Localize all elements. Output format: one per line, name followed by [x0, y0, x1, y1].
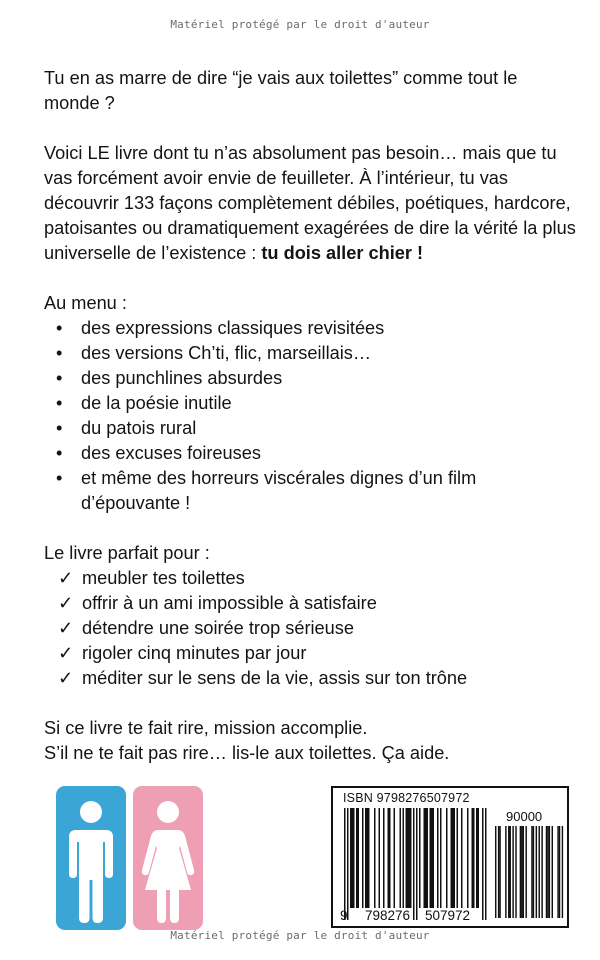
barcode-bar [427, 808, 429, 908]
barcode-bar [407, 808, 409, 908]
menu-item: • de la poésie inutile [64, 391, 579, 416]
male-restroom-icon [56, 786, 126, 930]
menu-item: • des versions Ch’ti, flic, marseillais… [64, 341, 579, 366]
barcode-bar [406, 808, 408, 908]
barcode-bar [403, 808, 405, 908]
intro-line-1: Tu en as marre de dire “je vais aux toilettes” comme tout le [44, 68, 518, 88]
restroom-icons [56, 786, 203, 930]
barcode-bar [433, 808, 435, 908]
addon-bar [512, 826, 513, 918]
barcode-bar [478, 808, 480, 908]
description-paragraph [44, 141, 579, 266]
closing-line-1: Si ce livre te fait rire, mission accomplie. [44, 718, 368, 738]
barcode-bar [352, 808, 354, 908]
intro-line-2: monde ? [44, 93, 115, 113]
addon-bar [510, 826, 511, 918]
barcode-bar [413, 808, 415, 920]
perfect-for-item [58, 616, 579, 641]
barcode-bar [461, 808, 463, 908]
barcode-bar [454, 808, 456, 908]
addon-bar [531, 826, 532, 918]
check-icon: ✓ [58, 568, 74, 588]
barcode-bar [446, 808, 448, 908]
copyright-watermark-top: Matériel protégé par le droit d'auteur [170, 18, 430, 31]
barcode-bar [365, 808, 367, 908]
addon-bar [498, 826, 499, 918]
isbn-label: ISBN 9798276507972 [343, 791, 470, 805]
addon-bar [499, 826, 500, 918]
barcode-lead-digit: 9 [340, 908, 348, 923]
barcode-bar [457, 808, 459, 908]
menu-item: • du patois rural [64, 416, 579, 441]
menu-list [44, 316, 579, 516]
barcode-bar [350, 808, 352, 908]
description-text: Voici LE livre dont tu n’as absolument pas besoin… mais que tu vas forcément avoir envie de feuilleter. À l’intérieur, tu vas découvrir 133 façons complètement débiles, poétiques, hardcore, patoisantes ou dramatiquement exagérées de dire la vérité la plus universelle de l’existence : [44, 143, 576, 263]
perfect-for-item [58, 666, 579, 691]
menu-item: • des excuses foireuses [64, 441, 579, 466]
barcode-bar [467, 808, 469, 908]
barcode-bar [389, 808, 391, 908]
barcode-bars [333, 788, 567, 926]
addon-bar [559, 826, 560, 918]
perfect-for-item [58, 591, 579, 616]
barcode-bar [472, 808, 474, 908]
barcode-bar [485, 808, 487, 920]
barcode-bar [383, 808, 385, 908]
female-restroom-icon [133, 786, 203, 930]
perfect-for-item-text: offrir à un ami impossible à satisfaire [82, 593, 377, 613]
barcode-bar [410, 808, 412, 908]
addon-bar [549, 826, 550, 918]
menu-item: • des punchlines absurdes [64, 366, 579, 391]
barcode-bar [430, 808, 432, 908]
addon-bar [547, 826, 548, 918]
barcode-bar [358, 808, 360, 908]
addon-bar [523, 826, 524, 918]
barcode-bar [367, 808, 369, 908]
barcode-bar [431, 808, 433, 908]
addon-bar [505, 826, 506, 918]
barcode-bar [440, 808, 442, 908]
barcode-bar [374, 808, 376, 908]
check-icon: ✓ [58, 668, 74, 688]
addon-bar [508, 826, 509, 918]
barcode-right-digits: 507972 [425, 908, 471, 923]
addon-bar [546, 826, 547, 918]
barcode-bar [476, 808, 478, 908]
barcode-left-digits: 798276 [365, 908, 411, 923]
barcode-bar [400, 808, 402, 908]
addon-bar [539, 826, 540, 918]
description-highlight: tu dois aller chier ! [261, 243, 424, 263]
addon-bar [520, 826, 521, 918]
addon-bar [557, 826, 558, 918]
menu-item: • des expressions classiques revisitées [64, 316, 579, 341]
barcode-bar [379, 808, 381, 908]
barcode-bar [452, 808, 454, 908]
addon-bar [515, 826, 516, 918]
check-icon: ✓ [58, 618, 74, 638]
male-figure-icon [56, 786, 126, 930]
back-cover-text [44, 66, 579, 766]
barcode-bar [451, 808, 453, 908]
copyright-watermark-bottom: Matériel protégé par le droit d'auteur [170, 929, 430, 942]
barcode-bar [344, 808, 346, 920]
barcode-bar [419, 808, 421, 908]
intro-paragraph [44, 66, 579, 116]
barcode-bar [425, 808, 427, 908]
barcode-bar [409, 808, 411, 908]
perfect-for-item-text: méditer sur le sens de la vie, assis sur ton trône [82, 668, 468, 688]
barcode-bar [416, 808, 418, 920]
barcode-digits [333, 908, 567, 924]
barcode-bar [362, 808, 364, 908]
barcode-bar [347, 808, 349, 920]
isbn-barcode [331, 786, 569, 928]
perfect-for-item [58, 566, 579, 591]
barcode-bar [482, 808, 484, 920]
price-code: 90000 [506, 809, 543, 824]
perfect-for-list [44, 566, 579, 691]
addon-bar [562, 826, 563, 918]
addon-bar [552, 826, 553, 918]
addon-bar [541, 826, 542, 918]
perfect-for-item [58, 641, 579, 666]
addon-bar [495, 826, 496, 918]
addon-bar [533, 826, 534, 918]
barcode-bar [356, 808, 358, 908]
barcode-bar [368, 808, 370, 908]
barcode-bar [437, 808, 439, 908]
barcode-bar [394, 808, 396, 908]
check-icon: ✓ [58, 593, 74, 613]
addon-bar [536, 826, 537, 918]
closing-paragraph [44, 716, 579, 766]
addon-bar [525, 826, 526, 918]
perfect-for-item-text: meubler tes toilettes [82, 568, 245, 588]
perfect-for-item-text: rigoler cinq minutes par jour [82, 643, 307, 663]
perfect-for-title: Le livre parfait pour : [44, 543, 210, 563]
barcode-bar [388, 808, 390, 908]
female-figure-icon [133, 786, 203, 930]
addon-bar [521, 826, 522, 918]
barcode-bar [353, 808, 355, 908]
menu-item: • et même des horreurs viscérales dignes d’un film d’épouvante ! [64, 466, 579, 516]
perfect-for-item-text: détendre une soirée trop sérieuse [82, 618, 354, 638]
menu-title: Au menu : [44, 293, 127, 313]
check-icon: ✓ [58, 643, 74, 663]
barcode-bar [424, 808, 426, 908]
barcode-bar [473, 808, 475, 908]
closing-line-2: S’il ne te fait pas rire… lis-le aux toilettes. Ça aide. [44, 743, 450, 763]
